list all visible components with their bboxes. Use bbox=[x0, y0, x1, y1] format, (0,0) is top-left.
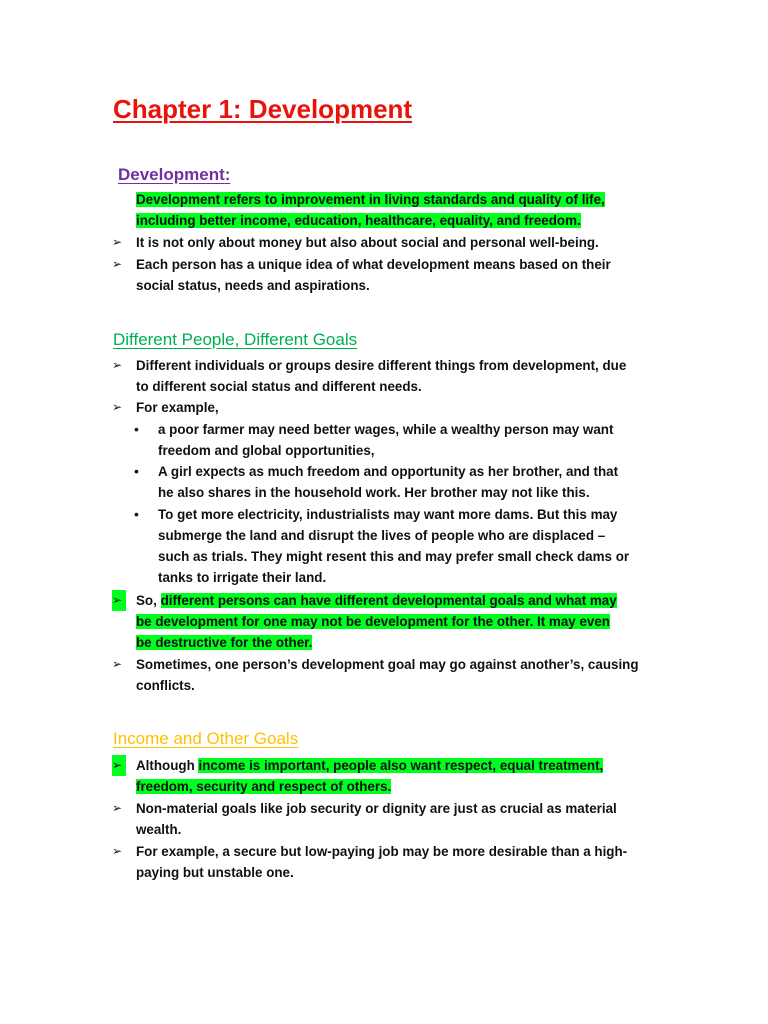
arrow-bullet-icon: ➢ bbox=[112, 235, 123, 249]
arrow-bullet-icon: ➢ bbox=[112, 590, 126, 611]
bullet-text: be development for one may not be development for the other. It may even bbox=[136, 614, 610, 629]
bullet-text: paying but unstable one. bbox=[136, 865, 294, 880]
arrow-bullet-icon: ➢ bbox=[112, 844, 123, 858]
sub-bullet-icon: • bbox=[134, 463, 139, 479]
bullet-text: to different social status and different needs. bbox=[136, 379, 422, 394]
bullet-text: Different individuals or groups desire different things from development, due bbox=[136, 358, 627, 373]
arrow-bullet-icon: ➢ bbox=[112, 657, 123, 671]
sub-bullet-text: he also shares in the household work. Her brother may not like this. bbox=[158, 485, 590, 500]
arrow-bullet-icon: ➢ bbox=[112, 801, 123, 815]
bullet-text: freedom, security and respect of others. bbox=[136, 779, 392, 794]
sub-bullet-text: freedom and global opportunities, bbox=[158, 443, 375, 458]
sub-bullet-icon: • bbox=[134, 421, 139, 437]
different-goals-heading: Different People, Different Goals bbox=[113, 330, 358, 349]
sub-bullet-text: A girl expects as much freedom and opportunity as her brother, and that bbox=[158, 464, 619, 479]
bullet-text: be destructive for the other. bbox=[136, 635, 313, 650]
arrow-bullet-icon: ➢ bbox=[112, 400, 123, 414]
bullet-text: For example, a secure but low-paying job may be more desirable than a high- bbox=[136, 844, 628, 859]
arrow-bullet-icon: ➢ bbox=[112, 257, 123, 271]
bullet-text: Sometimes, one person’s development goal may go against another’s, causing bbox=[136, 657, 639, 672]
bullet-text: So, different persons can have different developmental goals and what may bbox=[136, 593, 617, 608]
sub-bullet-icon: • bbox=[134, 506, 139, 522]
bullet-text: For example, bbox=[136, 400, 219, 415]
bullet-text: Although income is important, people also want respect, equal treatment, bbox=[136, 758, 604, 773]
development-heading bbox=[118, 165, 230, 185]
arrow-bullet-icon: ➢ bbox=[112, 755, 126, 776]
chapter-title: Chapter 1: Development bbox=[113, 94, 413, 124]
income-goals-heading: Income and Other Goals bbox=[113, 729, 299, 748]
sub-bullet-text: tanks to irrigate their land. bbox=[158, 570, 327, 585]
definition-line: Development refers to improvement in living standards and quality of life, bbox=[136, 192, 605, 207]
definition-line: including better income, education, healthcare, equality, and freedom. bbox=[136, 213, 581, 228]
arrow-bullet-icon: ➢ bbox=[112, 358, 123, 372]
sub-bullet-text: a poor farmer may need better wages, while a wealthy person may want bbox=[158, 422, 614, 437]
bullet-text: conflicts. bbox=[136, 678, 195, 693]
sub-bullet-text: such as trials. They might resent this and may prefer small check dams or bbox=[158, 549, 630, 564]
development-heading-colon: : bbox=[224, 165, 231, 184]
bullet-text: Non-material goals like job security or dignity are just as crucial as material bbox=[136, 801, 617, 816]
sub-bullet-text: To get more electricity, industrialists may want more dams. But this may bbox=[158, 507, 618, 522]
development-heading-text: Development bbox=[118, 165, 225, 184]
bullet-text: wealth. bbox=[136, 822, 182, 837]
bullet-text: It is not only about money but also about social and personal well-being. bbox=[136, 235, 599, 250]
sub-bullet-text: submerge the land and disrupt the lives of people who are displaced – bbox=[158, 528, 606, 543]
bullet-text: social status, needs and aspirations. bbox=[136, 278, 370, 293]
bullet-text: Each person has a unique idea of what development means based on their bbox=[136, 257, 611, 272]
